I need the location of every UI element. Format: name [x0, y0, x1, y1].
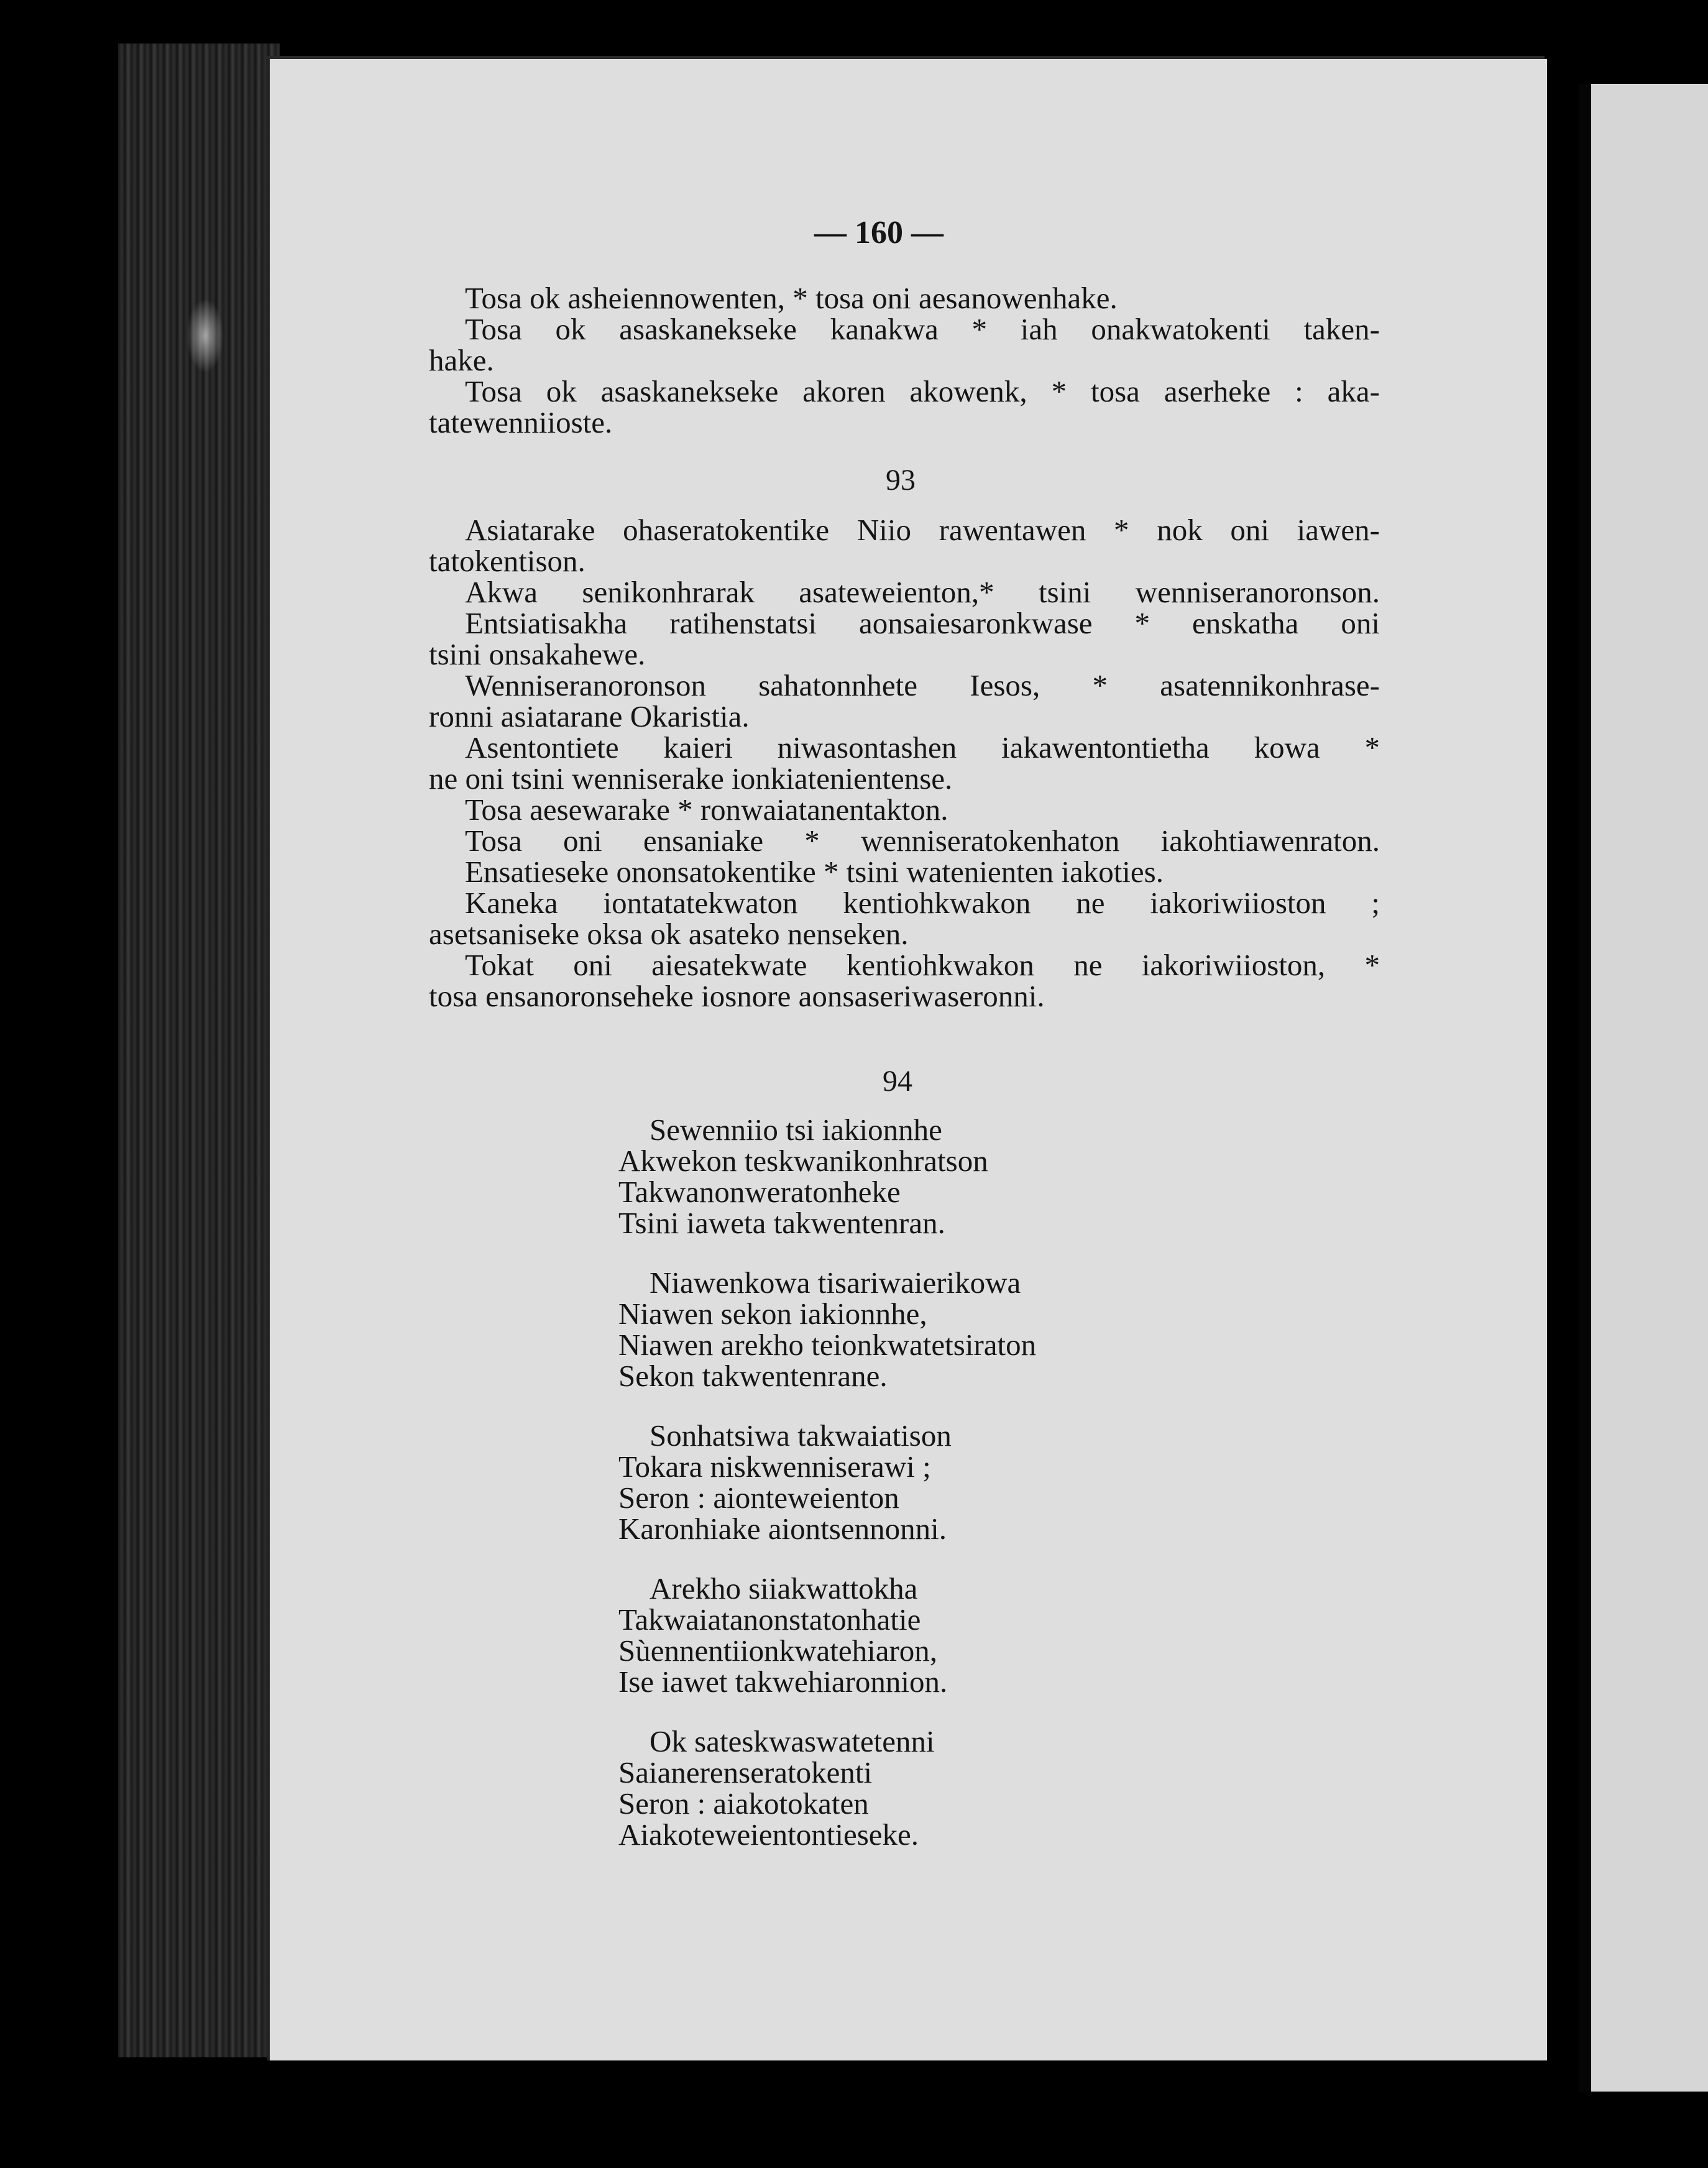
- text-line: Tosa ok asaskanekseke akoren akowenk, * tosa aserheke : aka-: [465, 374, 1380, 408]
- text-line: asetsaniseke oksa ok asateko nenseken.: [429, 917, 909, 951]
- text-line: hake.: [429, 343, 494, 377]
- section-number-93: 93: [886, 464, 916, 497]
- text-line: Asiatarake ohaseratokentike Niio rawentawen * nok oni iawen-: [465, 513, 1380, 547]
- section-93-text: [429, 515, 1380, 1012]
- verse-line: Tokara niskwenniserawi ;: [618, 1449, 931, 1484]
- verse-line: Sewenniio tsi iakionnhe: [650, 1113, 942, 1147]
- verse-line: Seron : aionteweienton: [618, 1481, 899, 1515]
- verse-line: Seron : aiakotokaten: [618, 1786, 869, 1821]
- text-line: Akwa senikonhrarak asateweienton,* tsini wenniseranoronson.: [465, 575, 1380, 609]
- text-line: tatokentison.: [429, 544, 585, 578]
- stanza: [618, 1573, 1036, 1697]
- facing-page-edge: [1579, 84, 1708, 2092]
- section-number-94: 94: [883, 1065, 912, 1098]
- verse-line: Takwanonweratonheke: [618, 1175, 901, 1209]
- text-line: tatewenniioste.: [429, 405, 613, 439]
- section-94-hymn: [618, 1114, 1036, 1879]
- verse-line: Ok sateskwaswatetenni: [650, 1724, 935, 1758]
- verse-line: Tsini iaweta takwentenran.: [618, 1206, 945, 1240]
- text-line: Ensatieseke ononsatokentike * tsini watenienten iakoties.: [465, 855, 1164, 889]
- stanza: [618, 1114, 1036, 1239]
- text-line: Asentontiete kaieri niwasontashen iakawentontietha kowa *: [465, 730, 1380, 765]
- text-line: ronni asiatarane Okaristia.: [429, 699, 750, 733]
- text-line: Tosa ok asaskanekseke kanakwa * iah onakwatokenti taken-: [465, 312, 1380, 346]
- verse-line: Niawen sekon iakionnhe,: [618, 1297, 927, 1331]
- verse-line: Sekon takwentenrane.: [618, 1359, 888, 1393]
- verse-line: Sùennentiionkwatehiaron,: [618, 1633, 938, 1668]
- text-line: Wenniseranoronson sahatonnhete Iesos, * asatennikonhrase-: [465, 668, 1380, 702]
- text-line: Tokat oni aiesatekwate kentiohkwakon ne iakoriwiioston, *: [465, 948, 1380, 982]
- text-line: tosa ensanoronseheke iosnore aonsaseriwaseronni.: [429, 979, 1045, 1013]
- verse-line: Takwaiatanonstatonhatie: [618, 1602, 921, 1637]
- text-line: Kaneka iontatatekwaton kentiohkwakon ne iakoriwiioston ;: [465, 886, 1380, 920]
- verse-line: Sonhatsiwa takwaiatison: [650, 1418, 952, 1453]
- text-line: Tosa oni ensaniake * wenniseratokenhaton iakohtiawenraton.: [465, 824, 1380, 858]
- text-line: Tosa ok asheiennowenten, * tosa oni aesanowenhake.: [465, 281, 1118, 315]
- text-line: Entsiatisakha ratihenstatsi aonsaiesaronkwase * enskatha oni: [465, 606, 1380, 640]
- verse-line: Saianerenseratokenti: [618, 1755, 873, 1789]
- text-line: Tosa aesewarake * ronwaiatanentakton.: [465, 792, 948, 827]
- section-top-text: [429, 283, 1380, 438]
- verse-line: Aiakoteweientontieseke.: [618, 1817, 919, 1852]
- page-number: — 160 —: [814, 215, 944, 250]
- verse-line: Niawen arekho teionkwatetsiraton: [618, 1328, 1037, 1362]
- light-glare: [186, 298, 224, 373]
- verse-line: Arekho siiakwattokha: [650, 1571, 918, 1605]
- verse-line: Ise iawet takwehiaronnion.: [618, 1665, 948, 1699]
- text-line: tsini onsakahewe.: [429, 637, 646, 671]
- verse-line: Niawenkowa tisariwaierikowa: [650, 1265, 1021, 1300]
- text-line: ne oni tsini wenniserake ionkiatenientense.: [429, 761, 953, 796]
- verse-line: Akwekon teskwanikonhratson: [618, 1144, 988, 1178]
- stanza: [618, 1726, 1036, 1850]
- verse-line: Karonhiake aiontsennonni.: [618, 1512, 947, 1546]
- stanza: [618, 1267, 1036, 1392]
- stanza: [618, 1420, 1036, 1545]
